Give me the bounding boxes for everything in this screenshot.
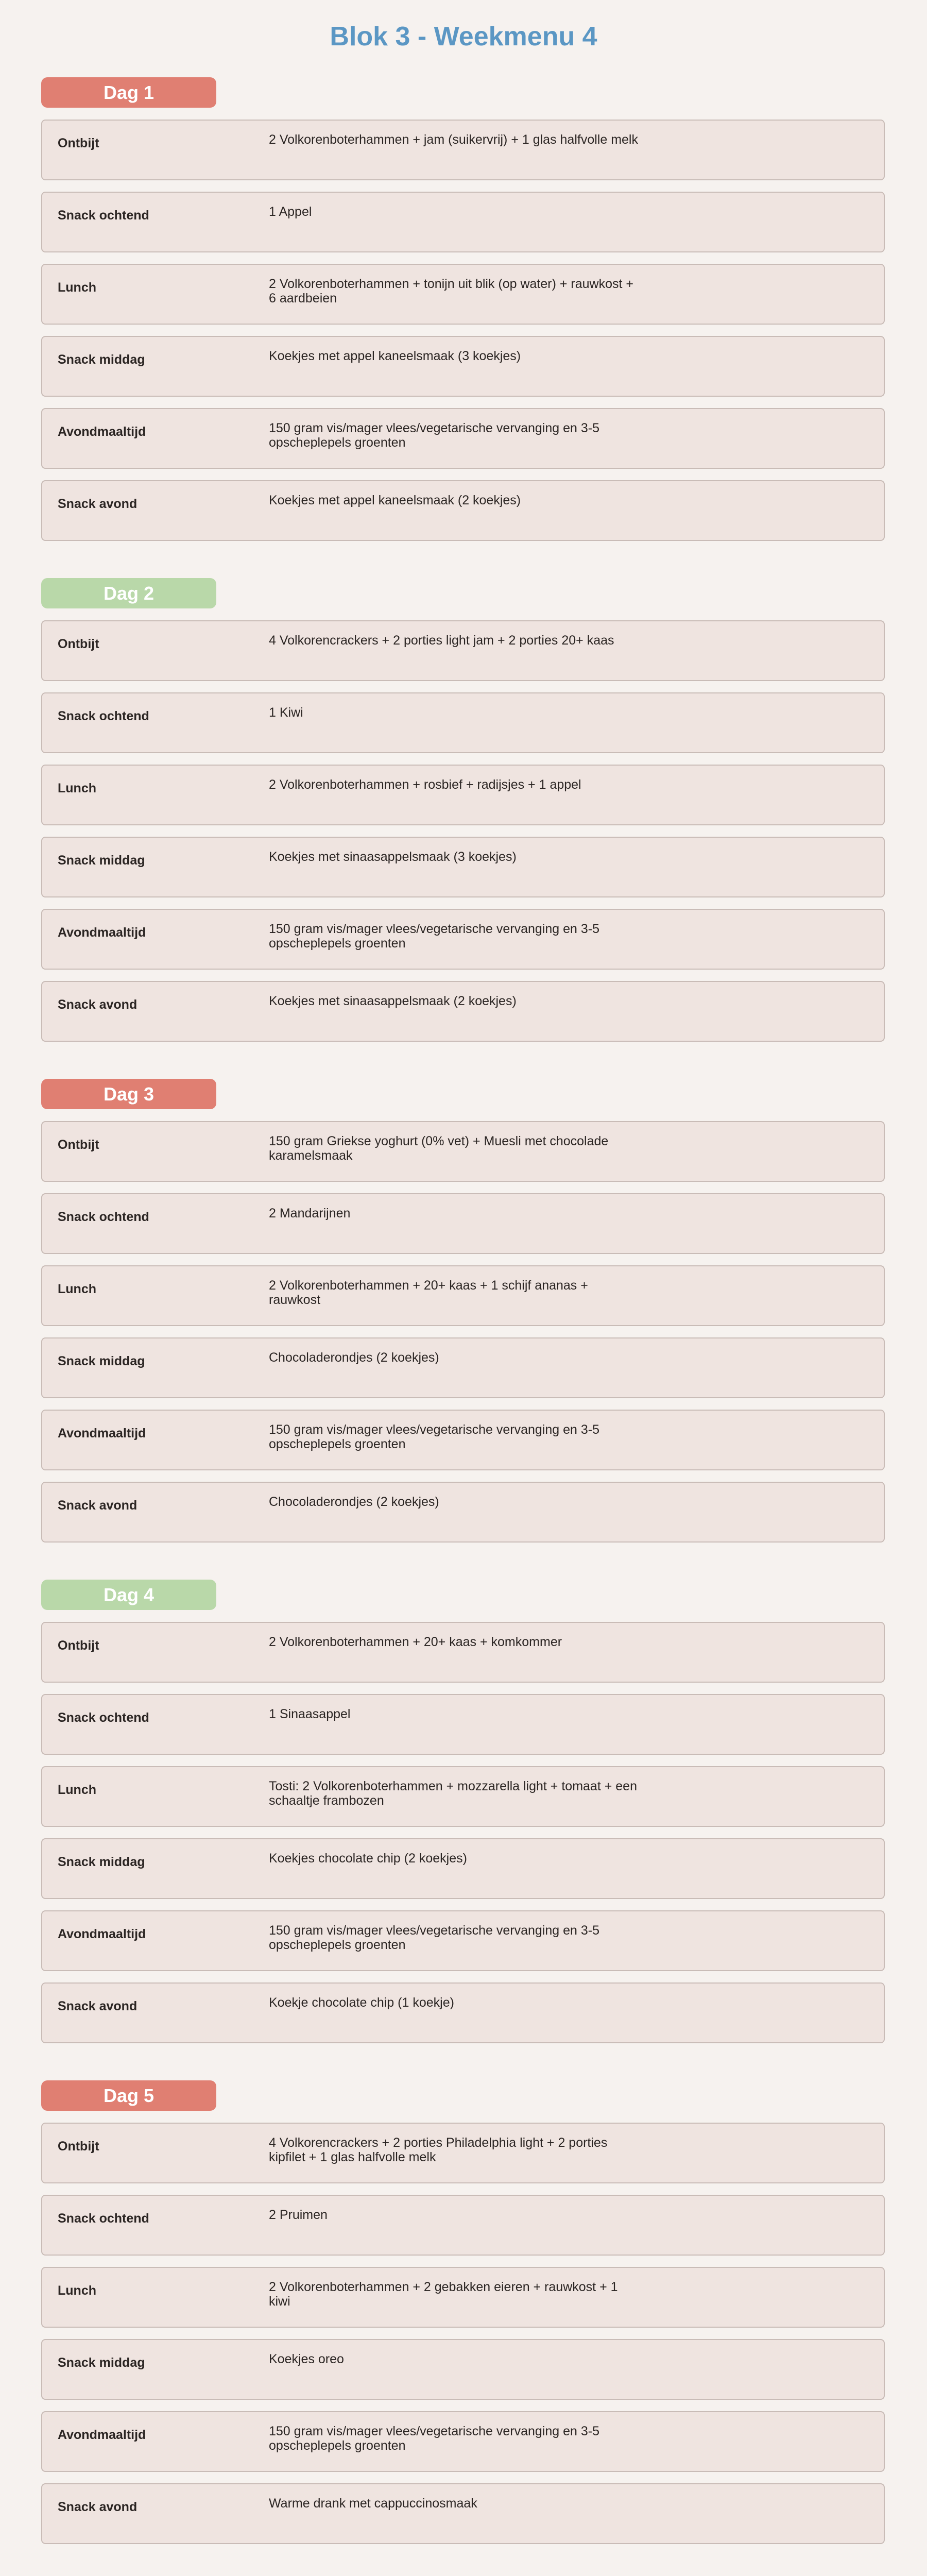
meal-label: Avondmaaltijd — [58, 925, 146, 940]
meal-label: Avondmaaltijd — [58, 2428, 146, 2442]
meal-label: Ontbijt — [58, 2139, 99, 2154]
meal-description: Chocoladerondjes (2 koekjes) — [269, 1495, 439, 1509]
meal-label: Snack avond — [58, 1999, 138, 2013]
meal-description: 2 Pruimen — [269, 2208, 328, 2222]
meal-label: Snack avond — [58, 1498, 138, 1513]
meal-label: Lunch — [58, 1783, 96, 1797]
meal-card — [41, 1982, 885, 2043]
day-badge: Dag 3 — [41, 1079, 216, 1109]
meal-description: Tosti: 2 Volkorenboterhammen + mozzarella light + tomaat + een schaaltje frambozen — [269, 1779, 637, 1808]
meal-card — [41, 1410, 885, 1470]
meal-description: 2 Volkorenboterhammen + jam (suikervrij) + 1 glas halfvolle melk — [269, 132, 638, 147]
meal-label: Lunch — [58, 1282, 96, 1296]
meal-card — [41, 837, 885, 897]
meal-card — [41, 120, 885, 180]
meal-label: Lunch — [58, 2283, 96, 2298]
meal-description: 2 Volkorenboterhammen + 20+ kaas + komkommer — [269, 1635, 562, 1649]
meal-label: Ontbijt — [58, 1138, 99, 1152]
meal-label: Avondmaaltijd — [58, 1927, 146, 1941]
meal-label: Snack middag — [58, 1855, 145, 1869]
meal-card — [41, 1193, 885, 1254]
meal-description: 150 gram vis/mager vlees/vegetarische vervanging en 3-5 opscheplepels groenten — [269, 1923, 600, 1952]
meal-card — [41, 1265, 885, 1326]
meal-label: Ontbijt — [58, 1638, 99, 1653]
meal-card — [41, 2267, 885, 2328]
meal-card — [41, 1910, 885, 1971]
meal-description: 4 Volkorencrackers + 2 porties Philadelphia light + 2 porties kipfilet + 1 glas halfvolle melk — [269, 2136, 608, 2164]
meal-label: Ontbijt — [58, 136, 99, 150]
meal-label: Lunch — [58, 781, 96, 795]
meal-label: Snack ochtend — [58, 2211, 149, 2226]
meal-description: Warme drank met cappuccinosmaak — [269, 2496, 477, 2511]
meal-card — [41, 408, 885, 469]
meal-label: Avondmaaltijd — [58, 425, 146, 439]
meal-description: 150 gram vis/mager vlees/vegetarische vervanging en 3-5 opscheplepels groenten — [269, 922, 600, 951]
meal-card — [41, 1622, 885, 1683]
meal-description: 1 Kiwi — [269, 705, 303, 720]
meal-card — [41, 765, 885, 825]
meal-card — [41, 692, 885, 753]
meal-label: Snack middag — [58, 853, 145, 868]
meal-card — [41, 1337, 885, 1398]
meal-card — [41, 2123, 885, 2183]
day-badge: Dag 1 — [41, 77, 216, 108]
meal-card — [41, 1121, 885, 1182]
page-title: Blok 3 - Weekmenu 4 — [330, 22, 597, 52]
meal-description: Koekjes chocolate chip (2 koekjes) — [269, 1851, 467, 1866]
meal-description: 150 gram vis/mager vlees/vegetarische vervanging en 3-5 opscheplepels groenten — [269, 421, 600, 450]
day-section — [41, 77, 886, 552]
meal-description: 2 Volkorenboterhammen + rosbief + radijsjes + 1 appel — [269, 777, 581, 792]
day-badge: Dag 2 — [41, 578, 216, 608]
meal-card — [41, 336, 885, 397]
day-badge: Dag 5 — [41, 2080, 216, 2111]
meal-description: 2 Volkorenboterhammen + 20+ kaas + 1 schijf ananas + rauwkost — [269, 1278, 588, 1307]
meal-label: Snack avond — [58, 997, 138, 1012]
meal-card — [41, 2195, 885, 2256]
meal-description: Koekjes oreo — [269, 2352, 344, 2366]
day-badge: Dag 4 — [41, 1580, 216, 1610]
meal-card — [41, 1482, 885, 1543]
meal-description: Koekjes met appel kaneelsmaak (3 koekjes) — [269, 349, 521, 363]
meal-description: 1 Appel — [269, 205, 312, 219]
meal-card — [41, 620, 885, 681]
meal-description: Koekje chocolate chip (1 koekje) — [269, 1995, 454, 2010]
meal-card — [41, 1838, 885, 1899]
meal-card — [41, 1766, 885, 1827]
meal-label: Snack ochtend — [58, 208, 149, 223]
meal-label: Snack ochtend — [58, 1710, 149, 1725]
meal-card — [41, 2339, 885, 2400]
meal-label: Snack avond — [58, 497, 138, 511]
meal-description: 150 gram vis/mager vlees/vegetarische vervanging en 3-5 opscheplepels groenten — [269, 2424, 600, 2453]
meal-description: 150 gram vis/mager vlees/vegetarische vervanging en 3-5 opscheplepels groenten — [269, 1422, 600, 1451]
meal-label: Lunch — [58, 280, 96, 295]
day-section — [41, 578, 886, 1053]
meal-description: 4 Volkorencrackers + 2 porties light jam + 2 porties 20+ kaas — [269, 633, 614, 648]
meal-card — [41, 480, 885, 541]
meal-label: Snack ochtend — [58, 1210, 149, 1224]
meal-card — [41, 1694, 885, 1755]
meal-card — [41, 192, 885, 252]
meal-card — [41, 264, 885, 325]
meal-description: 2 Mandarijnen — [269, 1206, 351, 1221]
meal-card — [41, 2411, 885, 2472]
meal-card — [41, 909, 885, 970]
meal-label: Snack avond — [58, 2500, 138, 2514]
meal-description: Chocoladerondjes (2 koekjes) — [269, 1350, 439, 1365]
meal-card — [41, 981, 885, 1042]
meal-description: Koekjes met sinaasappelsmaak (3 koekjes) — [269, 850, 517, 864]
day-section — [41, 2080, 886, 2555]
meal-label: Snack middag — [58, 1354, 145, 1368]
meal-card — [41, 2483, 885, 2544]
day-section — [41, 1079, 886, 1554]
meal-description: 2 Volkorenboterhammen + 2 gebakken eieren + rauwkost + 1 kiwi — [269, 2280, 618, 2309]
day-section — [41, 1580, 886, 2055]
meal-label: Snack middag — [58, 352, 145, 367]
meal-description: 1 Sinaasappel — [269, 1707, 351, 1721]
meal-description: 2 Volkorenboterhammen + tonijn uit blik (op water) + rauwkost + 6 aardbeien — [269, 277, 634, 306]
meal-description: Koekjes met appel kaneelsmaak (2 koekjes) — [269, 493, 521, 507]
meal-description: Koekjes met sinaasappelsmaak (2 koekjes) — [269, 994, 517, 1008]
meal-label: Snack middag — [58, 2355, 145, 2370]
meal-description: 150 gram Griekse yoghurt (0% vet) + Muesli met chocolade karamelsmaak — [269, 1134, 609, 1163]
meal-label: Ontbijt — [58, 637, 99, 651]
meal-label: Avondmaaltijd — [58, 1426, 146, 1440]
meal-label: Snack ochtend — [58, 709, 149, 723]
